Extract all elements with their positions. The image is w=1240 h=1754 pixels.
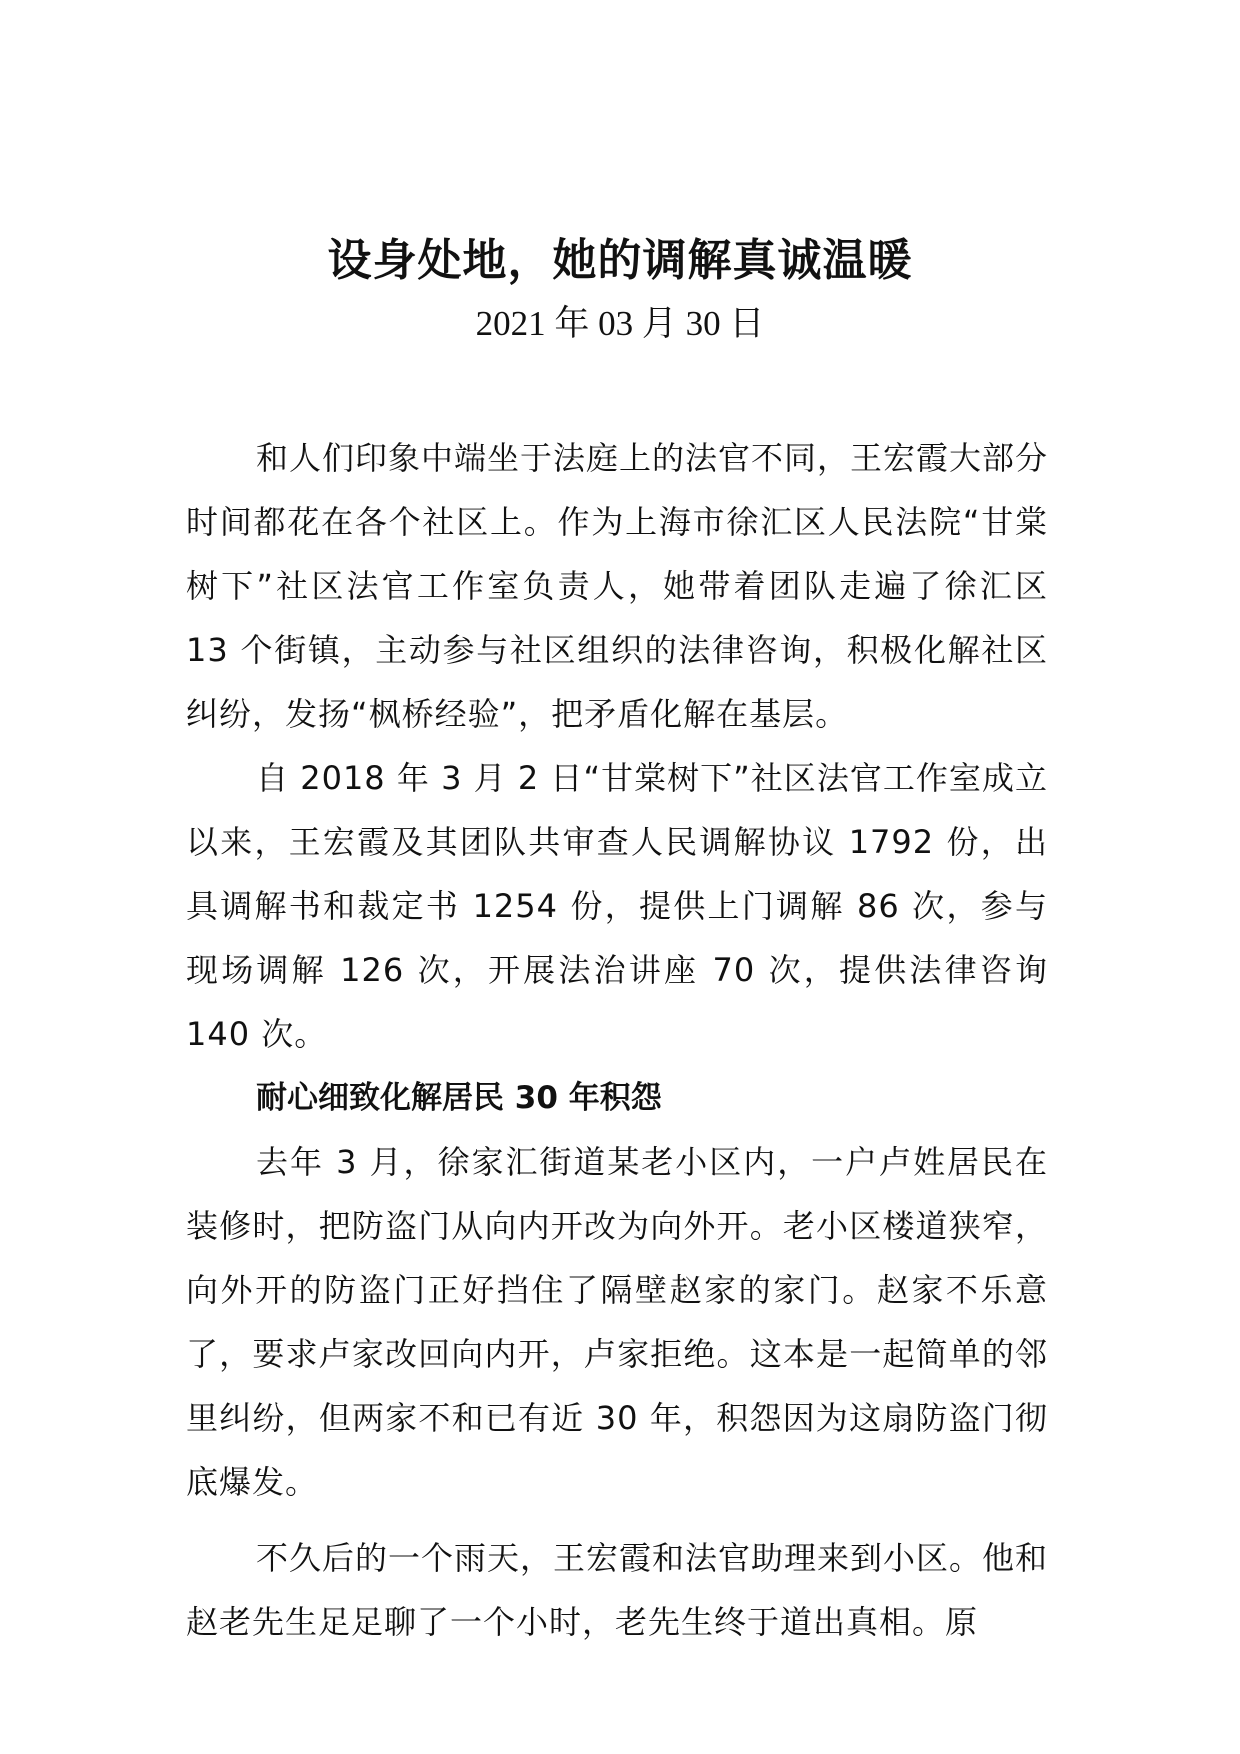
paragraph: 去年 3 月，徐家汇街道某老小区内，一户卢姓居民在装修时，把防盗门从向内开改为向外开。老小区楼道狭窄，向外开的防盗门正好挡住了隔壁赵家的家门。赵家不乐意了，要求卢家改回向内开，卢家拒绝。这本是一起简单的邻里纠纷，但两家不和已有近 30 年，积怨因为这扇防盗门彻底爆发。: [186, 1143, 1048, 1501]
paragraph: 自 2018 年 3 月 2 日“甘棠树下”社区法官工作室成立以来，王宏霞及其团队共审查人民调解协议 1792 份，出具调解书和裁定书 1254 份，提供上门调解 86 次，参与现场调解 126 次，开展法治讲座 70 次，提供法律咨询 140 次。: [186, 759, 1048, 1053]
paragraph: 和人们印象中端坐于法庭上的法官不同，王宏霞大部分时间都花在各个社区上。作为上海市徐汇区人民法院“甘棠树下”社区法官工作室负责人，她带着团队走遍了徐汇区 13 个街镇，主动参与社区组织的法律咨询，积极化解社区纠纷，发扬“枫桥经验”，把矛盾化解在基层。: [186, 439, 1049, 733]
section-heading: 耐心细致化解居民 30 年积怨: [256, 1080, 662, 1116]
paragraph: 不久后的一个雨天，王宏霞和法官助理来到小区。他和赵老先生足足聊了一个小时，老先生终于道出真相。原: [186, 1539, 1049, 1641]
article-body: [186, 426, 1048, 1654]
article-title: 设身处地，她的调解真诚温暖: [327, 235, 913, 286]
article-date: 2021 年 03 月 30 日: [475, 304, 765, 343]
